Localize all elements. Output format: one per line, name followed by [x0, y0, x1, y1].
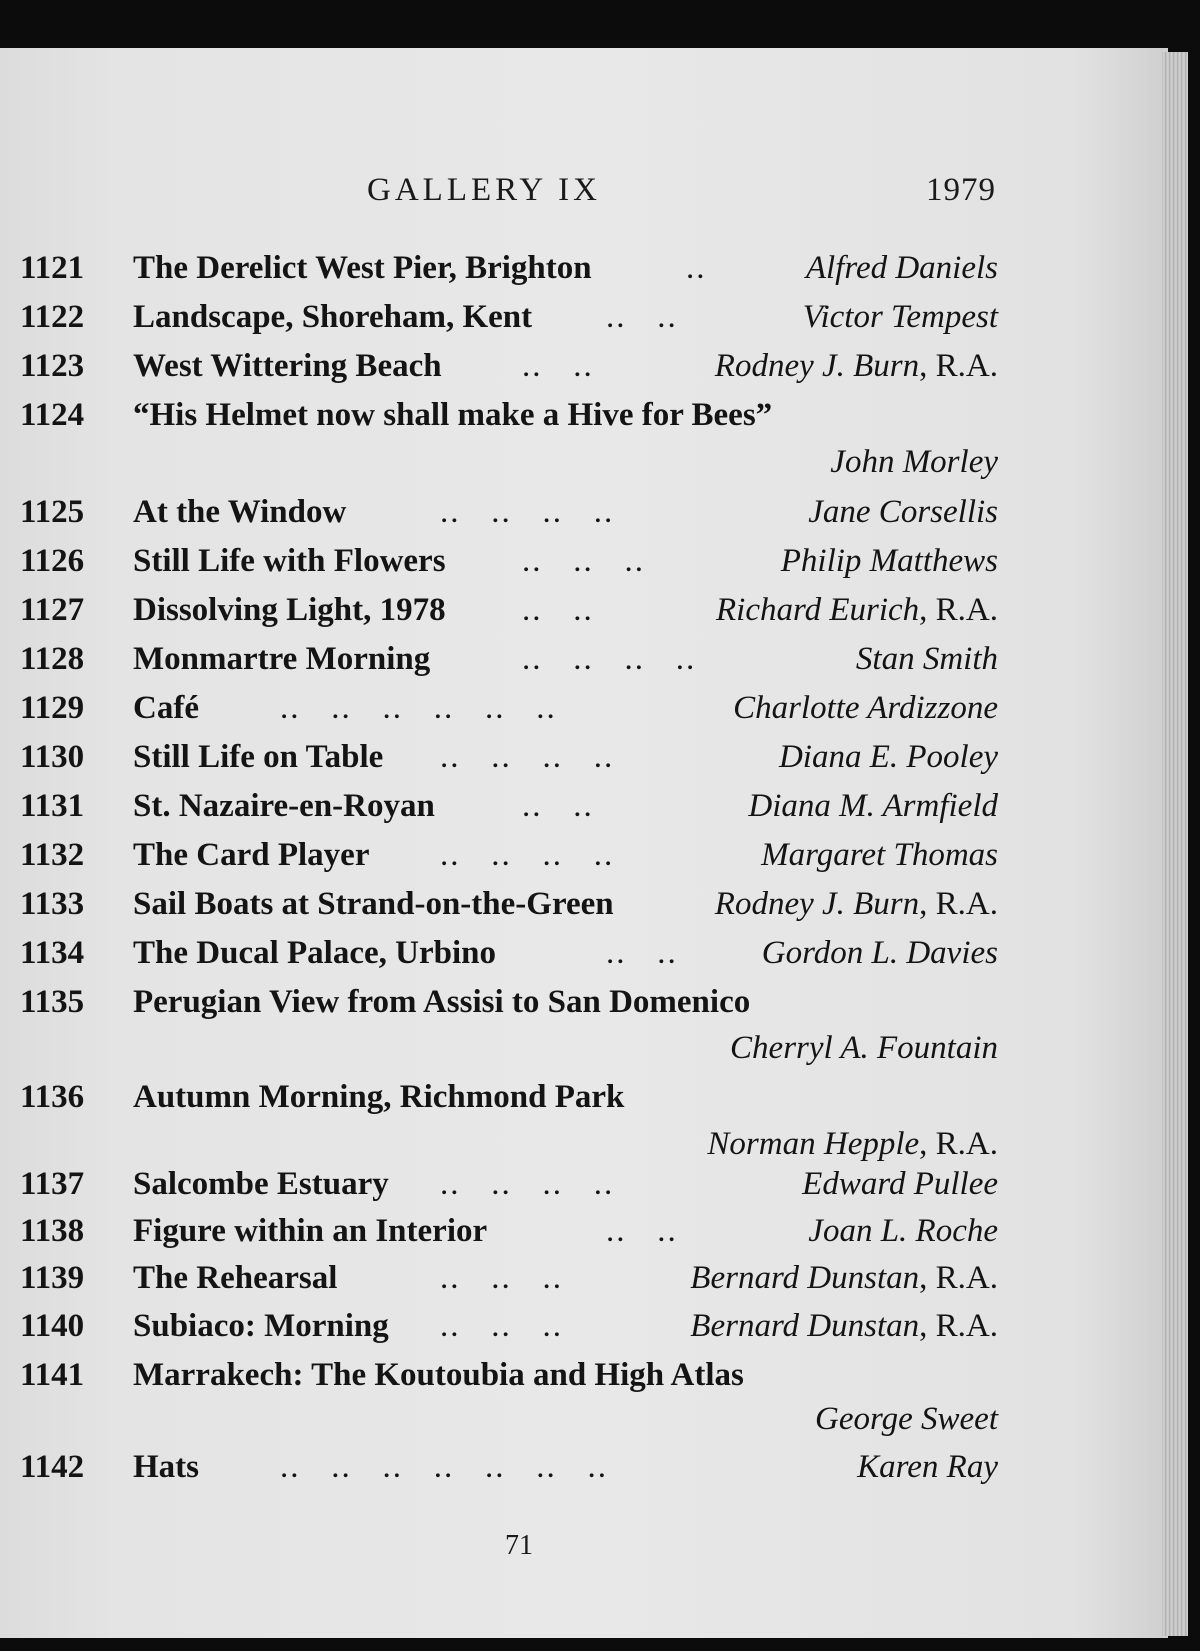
entry-title: Hats — [133, 1449, 199, 1485]
catalogue-entry — [0, 397, 1168, 445]
entry-number: 1128 — [20, 641, 85, 677]
catalogue-entry — [0, 592, 1168, 640]
entry-artist — [802, 1166, 998, 1203]
catalogue-entry — [0, 886, 1168, 934]
entry-artist — [830, 444, 998, 481]
dot-leader: .. .. .. .. — [522, 641, 697, 677]
entry-number: 1140 — [20, 1308, 85, 1344]
catalogue-entry — [0, 494, 1168, 542]
catalogue-entry — [0, 690, 1168, 738]
catalogue-entry — [0, 788, 1168, 836]
artist-name: Edward Pullee — [802, 1166, 998, 1202]
artist-suffix: , R.A. — [919, 1126, 998, 1162]
entry-title: Monmartre Morning — [133, 641, 431, 677]
entry-artist — [781, 543, 998, 580]
catalogue-entry — [0, 641, 1168, 689]
entry-number: 1131 — [20, 788, 85, 824]
catalogue-entry-artist-line — [0, 444, 1168, 492]
dot-leader: .. .. — [522, 788, 594, 824]
entry-artist — [808, 494, 998, 531]
entry-title: Sail Boats at Strand-on-the-Green — [133, 886, 614, 922]
entry-number: 1132 — [20, 837, 85, 873]
dot-leader: .. .. .. .. — [440, 837, 615, 873]
artist-name: Philip Matthews — [780, 543, 998, 579]
artist-name: Norman Hepple — [707, 1126, 920, 1162]
entry-title: The Derelict West Pier, Brighton — [133, 250, 592, 286]
catalogue-entry — [0, 935, 1168, 983]
artist-name: Margaret Thomas — [761, 837, 998, 873]
entry-artist — [690, 1260, 998, 1297]
page-header — [0, 172, 1168, 220]
entry-artist — [715, 348, 998, 385]
entry-number: 1141 — [20, 1357, 85, 1393]
dot-leader: .. .. — [606, 935, 678, 971]
catalogue-entry — [0, 1079, 1168, 1127]
entry-title: The Ducal Palace, Urbino — [133, 935, 496, 971]
dot-leader: .. .. .. .. — [440, 1166, 615, 1202]
entry-artist — [815, 1401, 998, 1438]
page-number: 71 — [505, 1530, 533, 1561]
entry-number: 1127 — [20, 592, 85, 628]
entry-artist — [761, 837, 998, 874]
catalogue-entry-artist-line — [0, 1030, 1168, 1078]
entry-number: 1133 — [20, 886, 85, 922]
entry-title: Café — [133, 690, 199, 726]
entry-title: Marrakech: The Koutoubia and High Atlas — [133, 1357, 744, 1393]
entry-number: 1129 — [20, 690, 85, 726]
entry-title: Figure within an Interior — [133, 1213, 488, 1249]
artist-name: Jane Corsellis — [808, 494, 998, 530]
artist-name: Cherryl A. Fountain — [730, 1030, 998, 1066]
artist-name: Bernard Dunstan — [690, 1260, 920, 1296]
entry-title: Still Life with Flowers — [133, 543, 446, 579]
catalogue-entry — [0, 837, 1168, 885]
catalogue-entry — [0, 543, 1168, 591]
catalogue-entry — [0, 739, 1168, 787]
entry-number: 1124 — [20, 397, 85, 433]
artist-name: Gordon L. Davies — [761, 935, 998, 971]
entry-artist — [715, 886, 998, 923]
entry-artist — [857, 1449, 998, 1486]
entry-number: 1123 — [20, 348, 85, 384]
artist-suffix: , R.A. — [919, 592, 998, 628]
entry-title: Perugian View from Assisi to San Domenico — [133, 984, 751, 1020]
artist-suffix: , R.A. — [919, 348, 998, 384]
entry-number: 1122 — [20, 299, 85, 335]
gallery-title: GALLERY IX — [367, 172, 602, 208]
artist-name: Stan Smith — [855, 641, 998, 677]
entry-title: Autumn Morning, Richmond Park — [133, 1079, 625, 1115]
entry-title: St. Nazaire-en-Royan — [133, 788, 435, 824]
entry-artist — [779, 739, 998, 776]
catalogue-entry — [0, 1213, 1168, 1261]
entry-artist — [707, 1126, 998, 1163]
artist-name: Diana E. Pooley — [778, 739, 998, 775]
entry-number: 1134 — [20, 935, 85, 971]
dot-leader: .. .. — [606, 1213, 678, 1249]
entry-title: The Rehearsal — [133, 1260, 338, 1296]
artist-name: Victor Tempest — [802, 299, 998, 335]
catalogue-entry — [0, 1449, 1168, 1497]
dot-leader: .. .. .. — [440, 1308, 563, 1344]
artist-name: Diana M. Armfield — [748, 788, 998, 824]
entry-artist — [803, 299, 998, 336]
entry-title: Salcombe Estuary — [133, 1166, 389, 1202]
catalogue-entry — [0, 1166, 1168, 1214]
dot-leader: .. .. .. — [440, 1260, 563, 1296]
catalogue-year: 1979 — [926, 172, 996, 208]
entry-number: 1135 — [20, 984, 85, 1020]
dot-leader: .. .. .. .. — [440, 739, 615, 775]
entry-artist — [730, 1030, 998, 1067]
entry-artist — [808, 1213, 998, 1250]
dot-leader: .. .. .. .. — [440, 494, 615, 530]
entry-title: Subiaco: Morning — [133, 1308, 389, 1344]
catalogue-entry — [0, 984, 1168, 1032]
catalogue-entry-artist-line — [0, 1401, 1168, 1449]
entry-title: The Card Player — [133, 837, 370, 873]
entry-number: 1126 — [20, 543, 85, 579]
entry-number: 1139 — [20, 1260, 85, 1296]
entry-artist — [806, 250, 998, 287]
catalogue-entry — [0, 1260, 1168, 1308]
dot-leader: .. .. — [522, 348, 594, 384]
entry-title: Landscape, Shoreham, Kent — [133, 299, 533, 335]
artist-suffix: , R.A. — [919, 886, 998, 922]
artist-suffix: , R.A. — [919, 1308, 998, 1344]
entry-artist — [690, 1308, 998, 1345]
artist-name: Joan L. Roche — [808, 1213, 998, 1249]
artist-name: Richard Eurich — [716, 592, 920, 628]
entry-number: 1137 — [20, 1166, 85, 1202]
entry-artist — [733, 690, 998, 727]
entry-title: West Wittering Beach — [133, 348, 442, 384]
catalogue-entry — [0, 348, 1168, 396]
artist-name: George Sweet — [815, 1401, 998, 1437]
artist-name: John Morley — [830, 444, 998, 480]
artist-name: Charlotte Ardizzone — [733, 690, 998, 726]
artist-name: Karen Ray — [857, 1449, 998, 1485]
entry-number: 1125 — [20, 494, 85, 530]
entry-number: 1130 — [20, 739, 85, 775]
catalogue-entry — [0, 250, 1168, 298]
artist-suffix: , R.A. — [919, 1260, 998, 1296]
artist-name: Rodney J. Burn — [714, 886, 920, 922]
entry-artist — [748, 788, 998, 825]
catalogue-entry — [0, 299, 1168, 347]
entry-artist — [762, 935, 998, 972]
entry-title: Dissolving Light, 1978 — [133, 592, 446, 628]
entry-number: 1138 — [20, 1213, 85, 1249]
dot-leader: .. .. .. .. .. .. .. — [280, 1449, 608, 1485]
dot-leader: .. .. .. .. .. .. — [280, 690, 557, 726]
dot-leader: .. .. — [522, 592, 594, 628]
artist-name: Alfred Daniels — [805, 250, 998, 286]
artist-name: Rodney J. Burn — [714, 348, 920, 384]
dot-leader: .. — [686, 250, 707, 286]
entry-number: 1121 — [20, 250, 85, 286]
catalogue-entry — [0, 1308, 1168, 1356]
entry-artist — [856, 641, 998, 678]
artist-name: Bernard Dunstan — [690, 1308, 920, 1344]
catalogue-entry — [0, 1357, 1168, 1405]
entry-number: 1136 — [20, 1079, 85, 1115]
entry-artist — [716, 592, 998, 629]
dot-leader: .. .. .. — [522, 543, 645, 579]
dot-leader: .. .. — [606, 299, 678, 335]
entry-title: Still Life on Table — [133, 739, 384, 775]
entry-title: “His Helmet now shall make a Hive for Bees” — [133, 397, 773, 433]
entry-number: 1142 — [20, 1449, 85, 1485]
entry-title: At the Window — [133, 494, 347, 530]
